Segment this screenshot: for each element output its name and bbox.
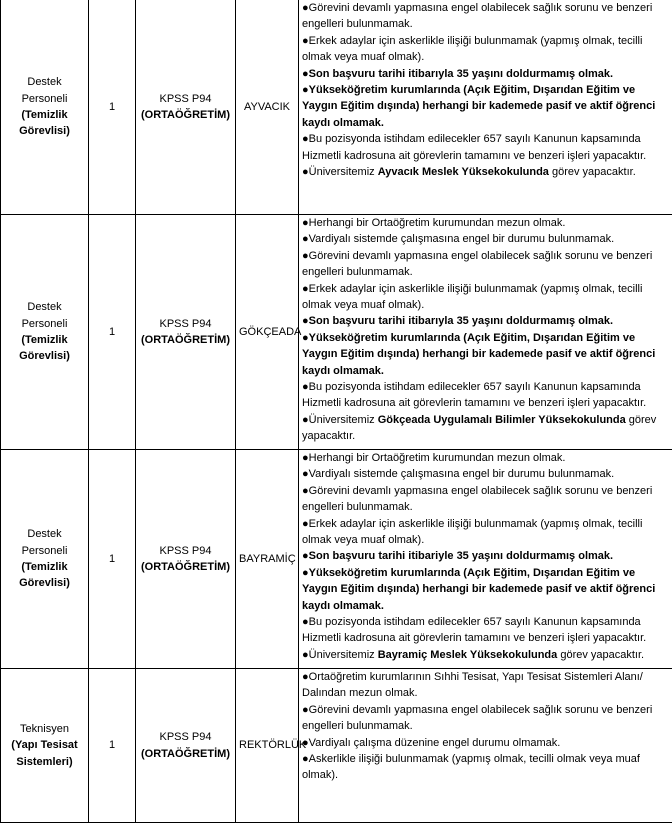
position-role: (Yapı Tesisat [4, 737, 85, 753]
education-level: (ORTAÖĞRETİM) [139, 107, 232, 123]
requirement-text: ●Vardiyalı sistemde çalışmasına engel bir durumu bulunmamak. [302, 233, 614, 245]
quantity-cell: 1 [89, 215, 136, 450]
requirement-text: görev yapacaktır. [549, 166, 636, 178]
requirement-item [302, 735, 669, 751]
requirement-item [302, 669, 669, 702]
education-level: (ORTAÖĞRETİM) [139, 332, 232, 348]
requirement-text: ●Görevini devamlı yapmasına engel olabilecek sağlık sorunu ve benzeri engelleri bulunmamak. [302, 2, 652, 30]
requirement-item [302, 516, 669, 549]
table-row [1, 450, 672, 669]
requirement-item [302, 751, 669, 784]
kpss-cell [136, 669, 236, 823]
requirement-text-bold: ●Son başvuru tarihi itibarıyla 35 yaşını doldurmamış olmak. [302, 315, 613, 327]
position-cell [1, 669, 89, 823]
requirements-cell [299, 669, 672, 823]
requirement-text-bold: Ayvacık Meslek Yüksekokulunda [378, 166, 549, 178]
position-role: (Temizlik [4, 332, 85, 348]
position-role: Görevlisi) [4, 123, 85, 139]
position-title: Destek [4, 74, 85, 90]
kpss-score-type: KPSS P94 [139, 543, 232, 559]
position-cell [1, 450, 89, 669]
requirements-cell [299, 215, 672, 450]
quantity-cell: 1 [89, 669, 136, 823]
requirement-item [302, 66, 669, 82]
requirements-cell [299, 0, 672, 215]
requirement-item [302, 647, 669, 663]
requirement-text: ●Görevini devamlı yapmasına engel olabilecek sağlık sorunu ve benzeri engelleri bulunmamak. [302, 704, 652, 732]
requirement-text: ●Herhangi bir Ortaöğretim kurumundan mezun olmak. [302, 452, 565, 464]
kpss-cell [136, 0, 236, 215]
requirement-item [302, 565, 669, 614]
requirement-text-bold: ●Son başvuru tarihi itibarıyla 35 yaşını doldurmamış olmak. [302, 68, 613, 80]
requirement-text: ●Üniversitemiz [302, 414, 378, 426]
requirement-item [302, 548, 669, 564]
education-level: (ORTAÖĞRETİM) [139, 559, 232, 575]
position-cell [1, 0, 89, 215]
kpss-cell [136, 215, 236, 450]
requirement-text: ●Üniversitemiz [302, 166, 378, 178]
requirement-text: görev yapacaktır. [557, 649, 644, 661]
requirement-text: ●Görevini devamlı yapmasına engel olabilecek sağlık sorunu ve benzeri engelleri bulunmamak. [302, 485, 652, 513]
requirement-text-bold: Bayramiç Meslek Yüksekokulunda [378, 649, 558, 661]
requirement-item [302, 483, 669, 516]
requirement-item [302, 82, 669, 131]
table-row [1, 0, 672, 215]
position-title: Personeli [4, 543, 85, 559]
requirement-item [302, 330, 669, 379]
requirement-item [302, 248, 669, 281]
table-row [1, 669, 672, 823]
table-row [1, 215, 672, 450]
requirement-text: ●Vardiyalı çalışma düzenine engel durumu olmamak. [302, 737, 560, 749]
position-role: (Temizlik [4, 559, 85, 575]
requirement-item [302, 313, 669, 329]
requirement-text: görev yapacaktır. [302, 414, 656, 442]
requirements-cell [299, 450, 672, 669]
requirement-text: ●Erkek adaylar için askerlikle ilişiği bulunmamak (yapmış olmak, tecilli olmak veya muaf olmak). [302, 518, 642, 546]
requirement-text: ●Bu pozisyonda istihdam edilecekler 657 sayılı Kanunun kapsamında Hizmetli kadrosuna ait görevlerin tamamını ve benzeri işleri yapacaktır. [302, 133, 646, 161]
education-level: (ORTAÖĞRETİM) [139, 746, 232, 762]
unit-cell: BAYRAMİÇ [236, 450, 299, 669]
requirement-item [302, 231, 669, 247]
unit-cell: AYVACIK [236, 0, 299, 215]
position-title: Personeli [4, 316, 85, 332]
requirement-text: ●Erkek adaylar için askerlikle ilişiği bulunmamak (yapmış olmak, tecilli olmak veya muaf olmak). [302, 35, 642, 63]
position-role: Görevlisi) [4, 348, 85, 364]
kpss-score-type: KPSS P94 [139, 729, 232, 745]
requirement-item [302, 614, 669, 647]
requirement-text: ●Askerlikle ilişiği bulunmamak (yapmış olmak, tecilli olmak veya muaf olmak). [302, 753, 640, 781]
requirement-item [302, 412, 669, 445]
requirement-text: ●Bu pozisyonda istihdam edilecekler 657 sayılı Kanunun kapsamında Hizmetli kadrosuna ait görevlerin tamamını ve benzeri işleri yapacaktır. [302, 381, 646, 409]
requirement-item [302, 379, 669, 412]
unit-cell: GÖKÇEADA [236, 215, 299, 450]
requirement-text: ●Üniversitemiz [302, 649, 378, 661]
position-title: Destek [4, 299, 85, 315]
kpss-cell [136, 450, 236, 669]
requirement-text-bold: ●Yükseköğretim kurumlarında (Açık Eğitim, Dışarıdan Eğitim ve Yaygın Eğitim dışında) herhangi bir kademede pasif ve aktif öğrenci kaydı olmamak. [302, 84, 655, 129]
unit-cell: REKTÖRLÜK [236, 669, 299, 823]
requirement-item [302, 450, 669, 466]
requirement-text: ●Herhangi bir Ortaöğretim kurumundan mezun olmak. [302, 217, 565, 229]
requirement-text-bold: ●Yükseköğretim kurumlarında (Açık Eğitim, Dışarıdan Eğitim ve Yaygın Eğitim dışında) herhangi bir kademede pasif ve aktif öğrenci kaydı olmamak. [302, 567, 655, 612]
position-role: Görevlisi) [4, 575, 85, 591]
kpss-score-type: KPSS P94 [139, 316, 232, 332]
requirement-text-bold: Gökçeada Uygulamalı Bilimler Yüksekokulunda [378, 414, 626, 426]
requirement-item [302, 131, 669, 164]
position-title: Personeli [4, 91, 85, 107]
requirement-text: ●Ortaöğretim kurumlarının Sıhhi Tesisat, Yapı Tesisat Sistemleri Alanı/ Dalından mezun olmak. [302, 671, 643, 699]
requirement-text-bold: ●Son başvuru tarihi itibariyle 35 yaşını doldurmamış olmak. [302, 550, 613, 562]
positions-table-body [1, 0, 672, 823]
requirement-item [302, 0, 669, 33]
kpss-score-type: KPSS P94 [139, 91, 232, 107]
requirement-item [302, 164, 669, 180]
requirement-item [302, 215, 669, 231]
quantity-cell: 1 [89, 450, 136, 669]
requirement-item [302, 466, 669, 482]
requirement-text-bold: ●Yükseköğretim kurumlarında (Açık Eğitim, Dışarıdan Eğitim ve Yaygın Eğitim dışında) herhangi bir kademede pasif ve aktif öğrenci kaydı olmamak. [302, 332, 655, 377]
requirement-text: ●Vardiyalı sistemde çalışmasına engel bir durumu bulunmamak. [302, 468, 614, 480]
requirement-text: ●Görevini devamlı yapmasına engel olabilecek sağlık sorunu ve benzeri engelleri bulunmamak. [302, 250, 652, 278]
position-title: Destek [4, 526, 85, 542]
position-role: (Temizlik [4, 107, 85, 123]
requirement-item [302, 702, 669, 735]
requirement-text: ●Bu pozisyonda istihdam edilecekler 657 sayılı Kanunun kapsamında Hizmetli kadrosuna ait görevlerin tamamını ve benzeri işleri yapacaktır. [302, 616, 646, 644]
position-cell [1, 215, 89, 450]
requirement-item [302, 33, 669, 66]
position-role: Sistemleri) [4, 754, 85, 770]
position-title: Teknisyen [4, 721, 85, 737]
requirement-text: ●Erkek adaylar için askerlikle ilişiği bulunmamak (yapmış olmak, tecilli olmak veya muaf olmak). [302, 283, 642, 311]
quantity-cell: 1 [89, 0, 136, 215]
requirement-item [302, 281, 669, 314]
